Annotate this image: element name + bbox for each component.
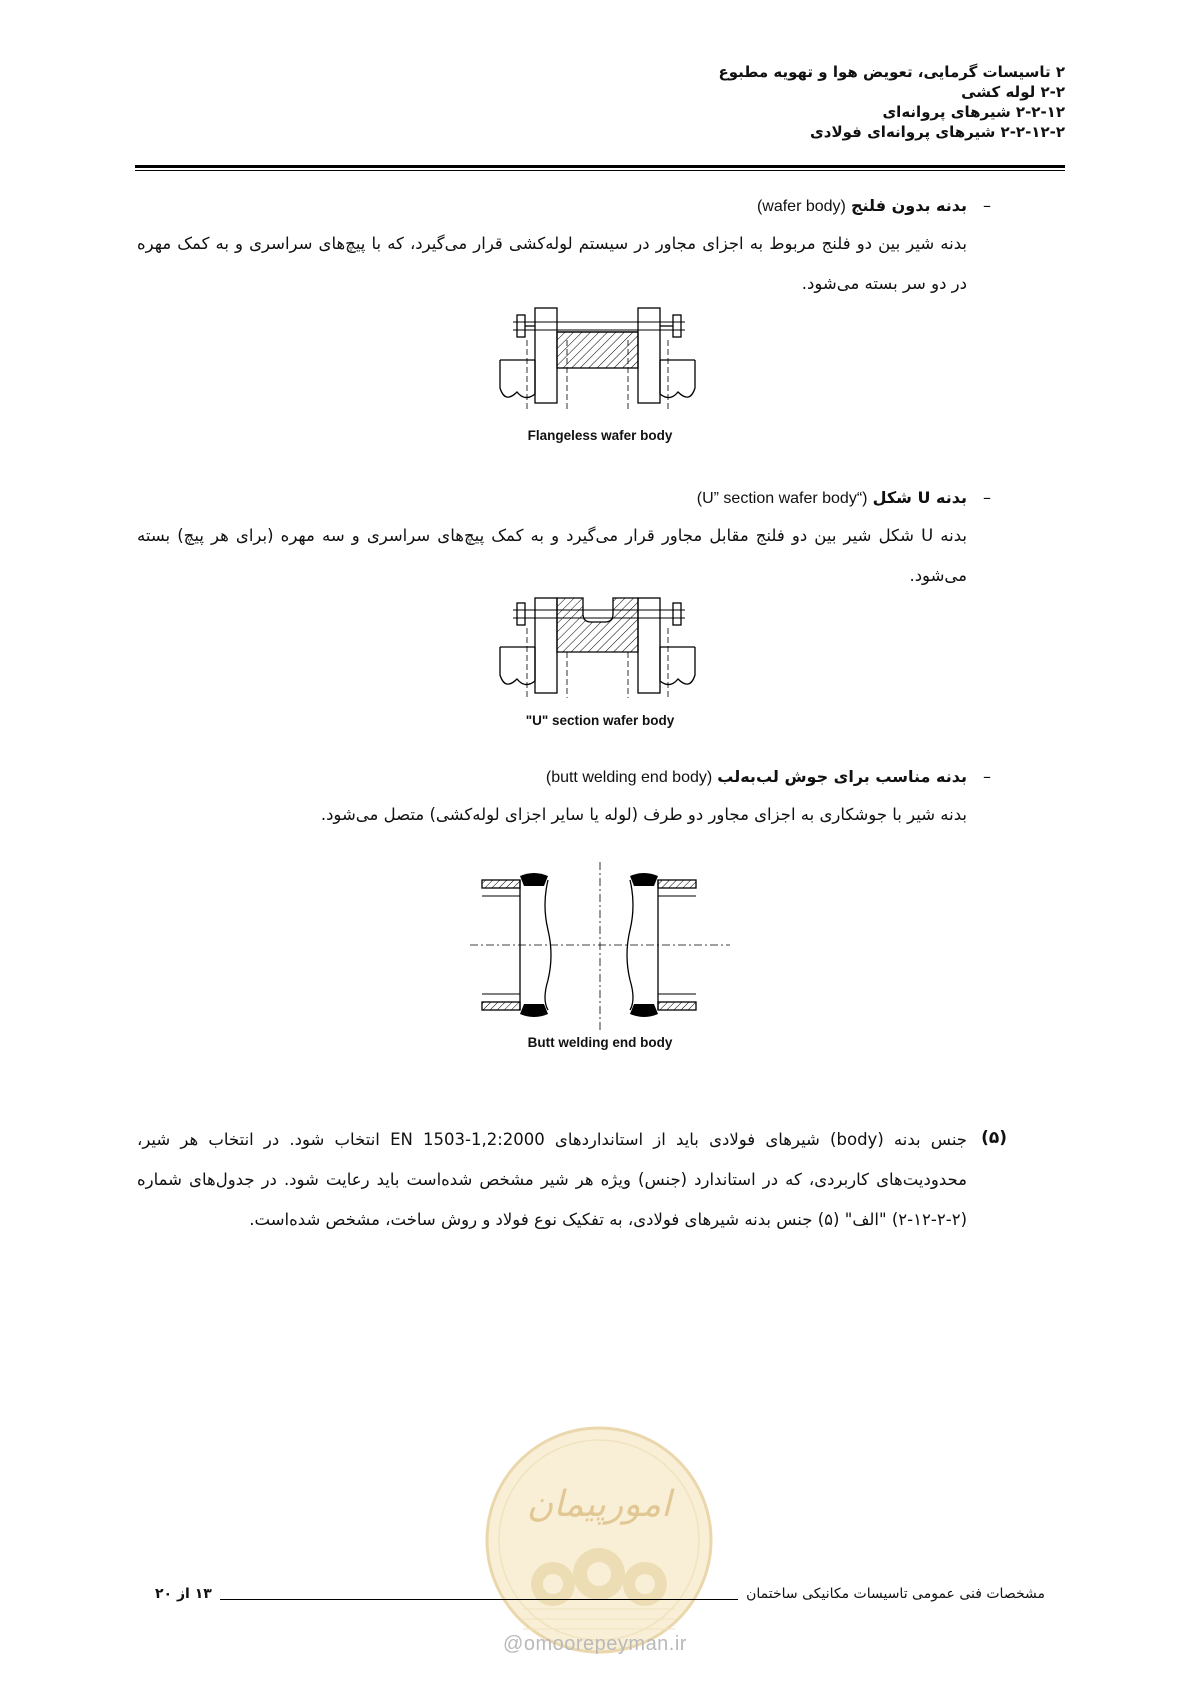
section-paragraph: بدنه شیر با جوشکاری به اجزای مجاور دو طرف (لوله یا سایر اجزای لوله‌کشی) متصل می‌شود. — [320, 805, 967, 824]
figure-caption: Flangeless wafer body — [527, 428, 673, 443]
bullet-dash: – — [983, 767, 991, 786]
footer-rule — [220, 1599, 738, 1600]
section-title-fa: بدنه مناسب برای جوش لب‌به‌لب — [717, 767, 967, 786]
figure-caption: Butt welding end body — [527, 1035, 673, 1050]
bullet-dash: – — [983, 196, 991, 215]
section-paragraph: بدنه U شکل شیر بین دو فلنج مقابل مجاور قرار می‌گیرد و به کمک پیچ‌های سراسری و سه مهره (برای هر پیچ) بسته می‌شود. — [137, 526, 967, 585]
item-number — [981, 1128, 1007, 1148]
bullet-dash: – — [983, 488, 991, 507]
header-line-4: ۲-۲-۱۲-۲ شیرهای پروانه‌ای فولادی — [810, 123, 1065, 141]
item-number-label: (۵) — [981, 1128, 1007, 1148]
page-number: ۱۳ از ۲۰ — [155, 1586, 212, 1602]
website-watermark — [0, 1633, 1190, 1656]
item-paragraph: جنس بدنه (body) شیرهای فولادی باید از استانداردهای EN 1503-1,2:2000 انتخاب شود. در انتخاب هر شیر، محدودیت‌های کاربردی، که در استاندارد (جنس) ویژه هر شیر مشخص شده‌است باید رعایت شود. در جدول‌های شماره (۲-۲-۱۲-۲) "الف" (۵) جنس بدنه شیرهای فولادی، به تفکیک نوع فولاد و روش ساخت، مشخص شده‌است. — [137, 1130, 967, 1229]
flangeless-wafer-body-figure — [495, 300, 705, 415]
section-title-en: (“U” section wafer body) — [696, 490, 868, 507]
header-rule-thin — [135, 170, 1065, 171]
figure-caption: "U" section wafer body — [525, 713, 675, 728]
at-icon: @ — [503, 1633, 524, 1655]
section-title-en: (wafer body) — [756, 198, 846, 215]
section-title-fa: بدنه بدون فلنج — [850, 196, 967, 215]
header-line-3: ۲-۲-۱۲ شیرهای پروانه‌ای — [882, 103, 1065, 121]
footer-title: مشخصات فنی عمومی تاسیسات مکانیکی ساختمان — [746, 1586, 1045, 1602]
butt-welding-end-body-figure — [470, 860, 730, 1035]
header-rule-thick — [135, 165, 1065, 168]
section-title — [697, 488, 967, 508]
section-title-en: (butt welding end body) — [545, 769, 713, 786]
website-text: omoorepeyman.ir — [523, 1633, 687, 1655]
section-title-fa: بدنه U شکل — [872, 488, 967, 507]
seal-text: امورپیمان — [526, 1484, 672, 1525]
section-paragraph: بدنه شیر بین دو فلنج مربوط به اجزای مجاور در سیستم لوله‌کشی قرار می‌گیرد، که با پیچ‌های سراسری و به کمک مهره در دو سر بسته می‌شود. — [137, 234, 967, 293]
seal-watermark-logo — [483, 1424, 715, 1656]
section-title — [546, 767, 967, 787]
header-line-2: ۲-۲ لوله کشی — [961, 83, 1065, 101]
u-section-wafer-body-figure — [495, 592, 705, 702]
section-title — [757, 196, 967, 216]
header-line-1: ۲ تاسیسات گرمایی، تعویض هوا و تهویه مطبوع — [718, 63, 1065, 81]
